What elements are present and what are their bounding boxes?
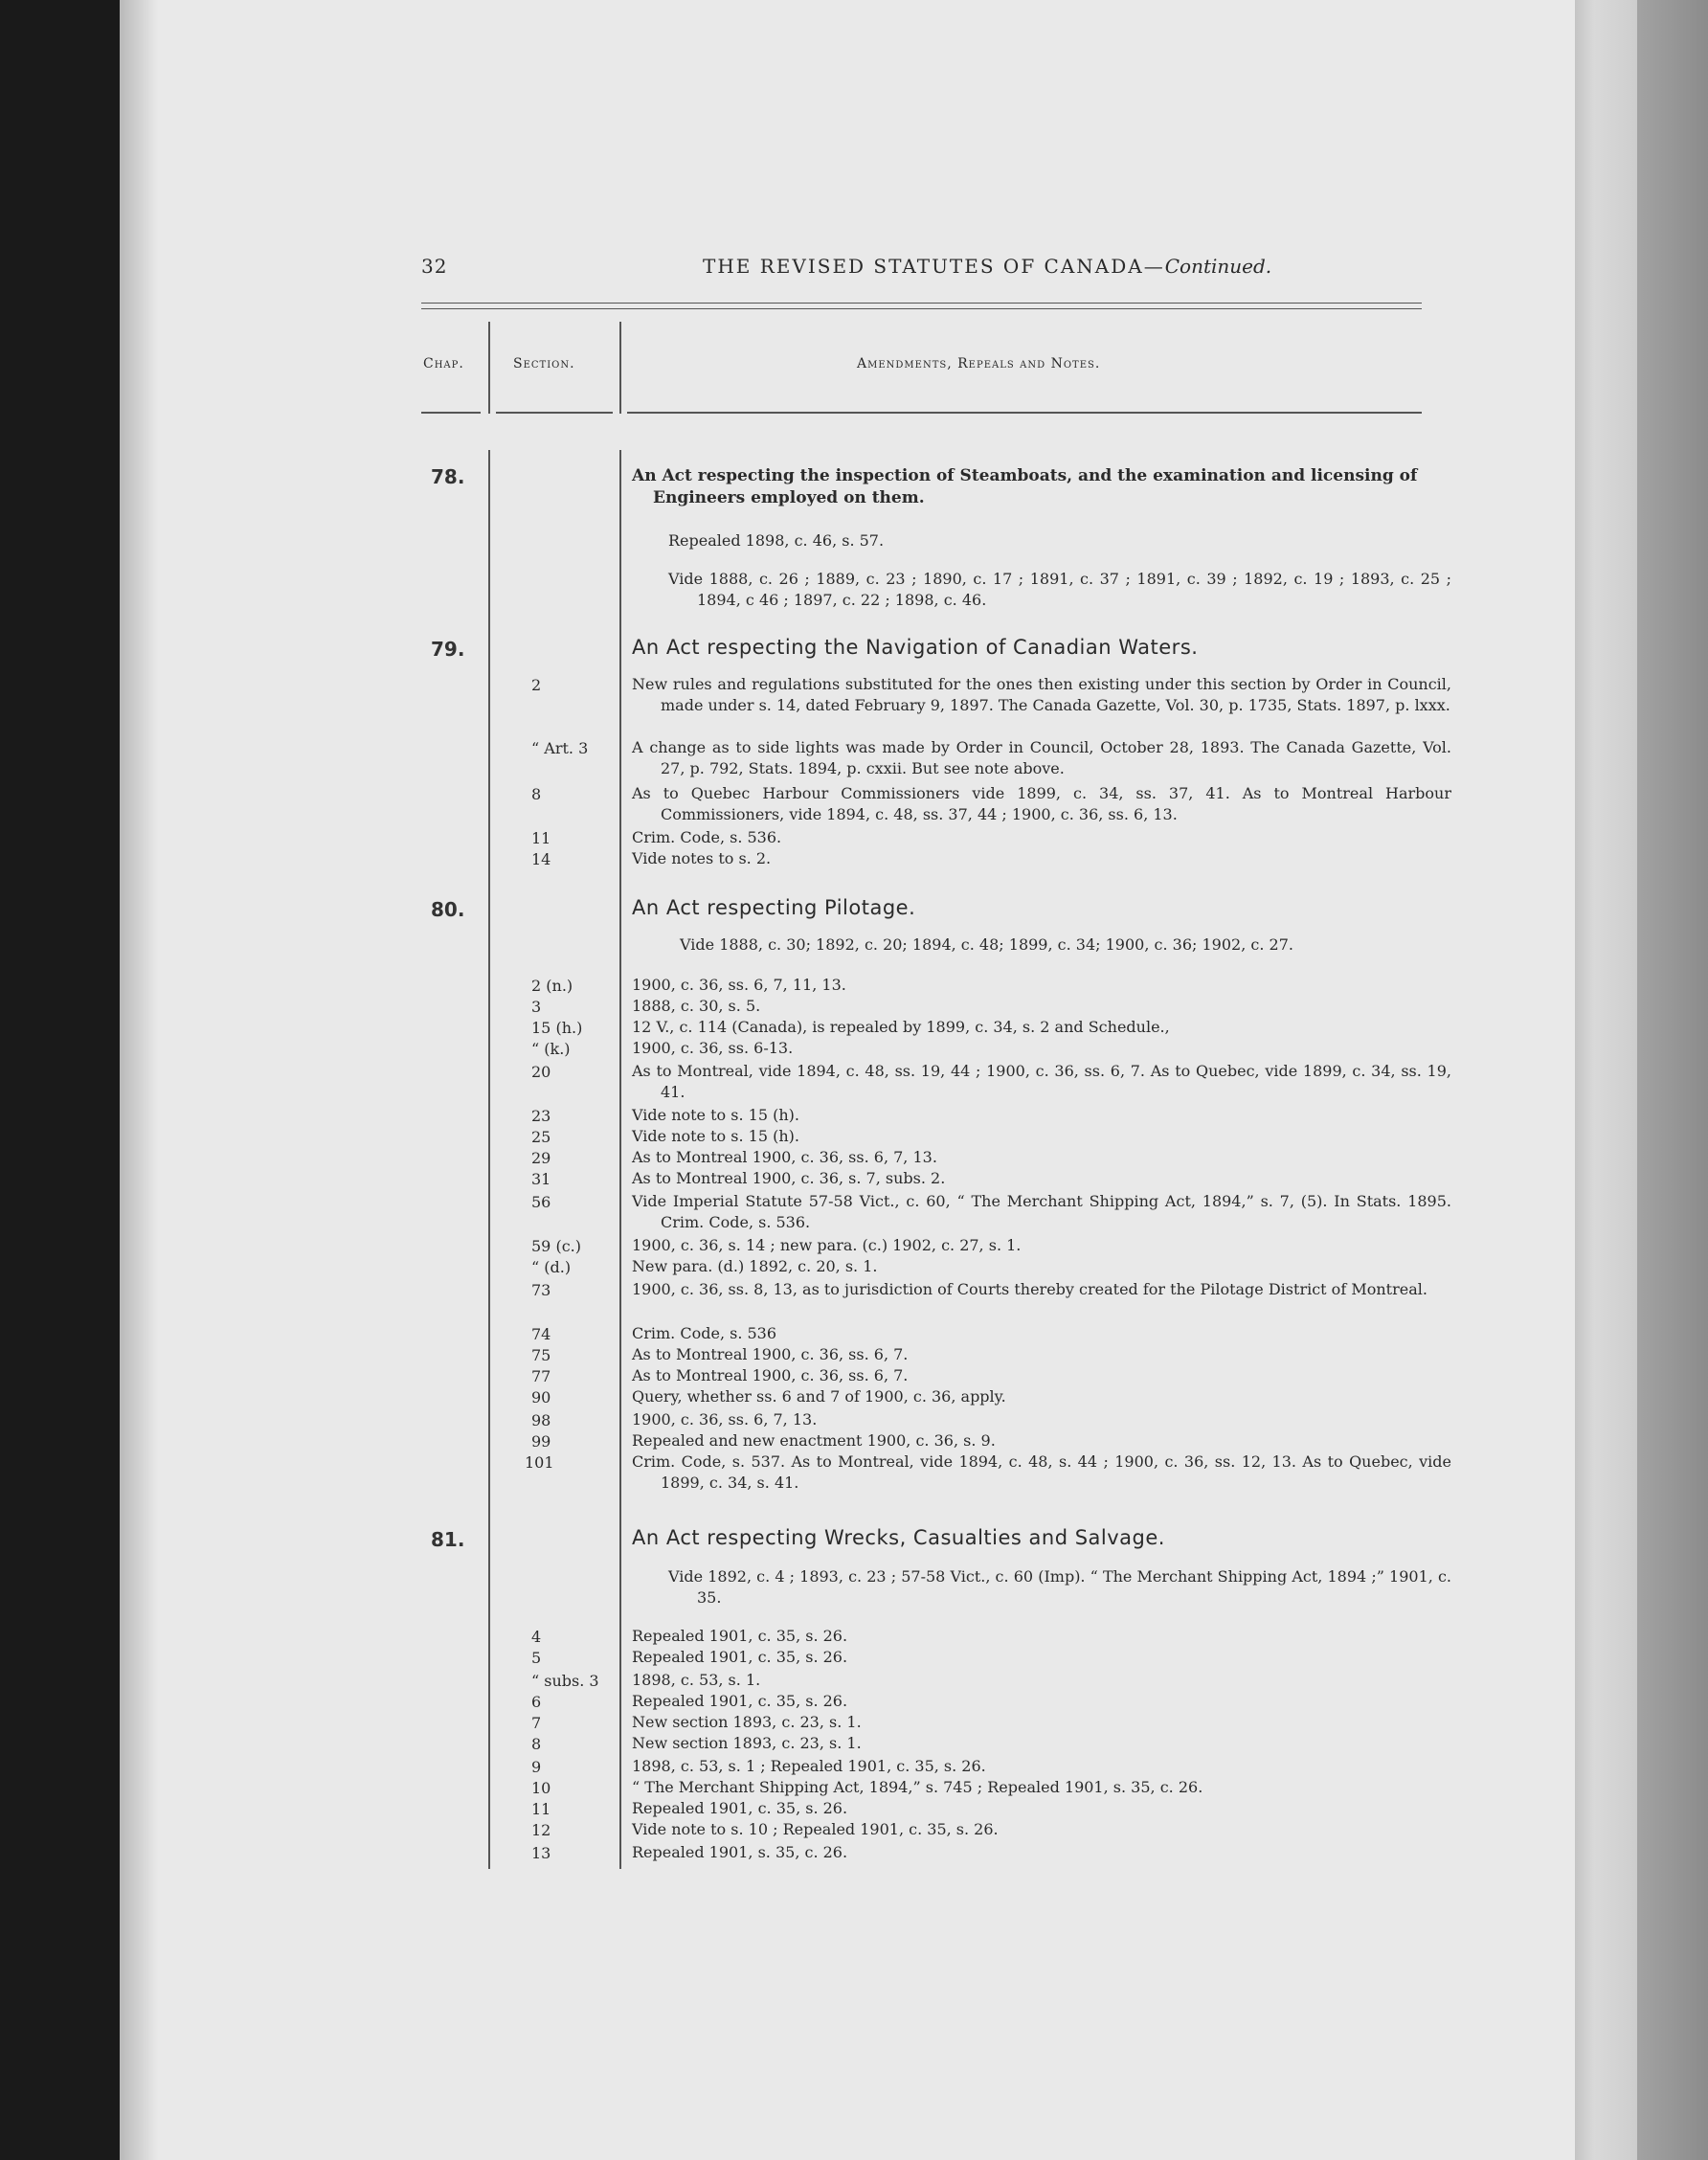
- page-edge-shadow: [1637, 0, 1708, 2160]
- page-title: THE REVISED STATUTES OF CANADA—Continued.: [703, 255, 1272, 278]
- column-rule: [496, 412, 613, 414]
- section-number: 12: [531, 1821, 551, 1839]
- section-number: 59 (c.): [531, 1237, 581, 1255]
- note: Repealed and new enactment 1900, c. 36, s. 9.: [632, 1431, 996, 1450]
- note: New para. (d.) 1892, c. 20, s. 1.: [632, 1257, 878, 1275]
- section-number: 99: [531, 1432, 551, 1451]
- section-number: 98: [531, 1411, 551, 1429]
- note: Crim. Code, s. 537. As to Montreal, vide 1894, c. 48, s. 44 ; 1900, c. 36, ss. 12, 13. As to Quebec, vide 1899, c. 34, s. 41.: [632, 1452, 1451, 1492]
- document-page: [421, 0, 1451, 2160]
- note: 1888, c. 30, s. 5.: [632, 997, 761, 1015]
- note: New section 1893, c. 23, s. 1.: [632, 1734, 862, 1752]
- act-title: An Act respecting the inspection of Steamboats, and the examination and licensing of Engineers employed on them.: [632, 466, 1418, 507]
- column-header-chap: Chap.: [423, 356, 464, 371]
- section-number: 6: [531, 1693, 542, 1711]
- section-number: 11: [531, 1800, 551, 1818]
- note: Vide 1892, c. 4 ; 1893, c. 23 ; 57-58 Vict., c. 60 (Imp). “ The Merchant Shipping Act, 1894 ;” 1901, c. 35.: [668, 1567, 1451, 1607]
- note: Crim. Code, s. 536: [632, 1324, 777, 1342]
- column-header-notes: Amendments, Repeals and Notes.: [857, 356, 1101, 371]
- note: 1900, c. 36, ss. 8, 13, as to jurisdiction of Courts thereby created for the Pilotage District of Montreal.: [632, 1280, 1427, 1298]
- header-rule: [421, 303, 1422, 304]
- note: As to Montreal 1900, c. 36, ss. 6, 7.: [632, 1366, 909, 1384]
- note: 1898, c. 53, s. 1.: [632, 1671, 761, 1689]
- act-title: An Act respecting the Navigation of Canadian Waters.: [632, 636, 1199, 659]
- act-title: An Act respecting Wrecks, Casualties and Salvage.: [632, 1526, 1165, 1549]
- section-number: 13: [531, 1844, 551, 1862]
- section-number: 29: [531, 1149, 551, 1167]
- section-number: 2 (n.): [531, 977, 573, 995]
- act-title: An Act respecting Pilotage.: [632, 896, 916, 919]
- section-number: 75: [531, 1346, 551, 1364]
- note: 1900, c. 36, ss. 6, 7, 11, 13.: [632, 976, 846, 994]
- chapter-number: 80.: [431, 898, 465, 921]
- section-number: 101: [525, 1453, 554, 1472]
- note: Repealed 1901, c. 35, s. 26.: [632, 1627, 848, 1645]
- column-rule: [421, 412, 481, 414]
- note: Vide 1888, c. 30; 1892, c. 20; 1894, c. 48; 1899, c. 34; 1900, c. 36; 1902, c. 27.: [680, 935, 1293, 954]
- section-number: “ Art. 3: [531, 739, 589, 757]
- note: 1900, c. 36, ss. 6-13.: [632, 1039, 794, 1057]
- running-header: [421, 255, 1427, 285]
- section-number: 4: [531, 1628, 542, 1646]
- section-number: 56: [531, 1193, 551, 1211]
- section-number: 2: [531, 676, 542, 694]
- note: Vide note to s. 15 (h).: [632, 1106, 799, 1124]
- section-number: 25: [531, 1128, 551, 1146]
- section-number: “ subs. 3: [531, 1672, 599, 1690]
- section-number: 5: [531, 1649, 542, 1667]
- section-number: 23: [531, 1107, 551, 1125]
- section-number: 20: [531, 1063, 551, 1081]
- note: Vide note to s. 10 ; Repealed 1901, c. 35, s. 26.: [632, 1820, 999, 1838]
- section-number: 14: [531, 850, 551, 868]
- note: Vide Imperial Statute 57-58 Vict., c. 60, “ The Merchant Shipping Act, 1894,” s. 7, (5). In Stats. 1895. Crim. Code, s. 536.: [632, 1192, 1451, 1231]
- chapter-number: 79.: [431, 638, 465, 661]
- column-rule: [627, 412, 1422, 414]
- section-number: 74: [531, 1325, 551, 1343]
- note: Query, whether ss. 6 and 7 of 1900, c. 36, apply.: [632, 1387, 1006, 1406]
- chapter-number: 81.: [431, 1528, 465, 1551]
- section-number: 73: [531, 1281, 551, 1299]
- section-number: 11: [531, 829, 551, 847]
- section-number: 7: [531, 1714, 542, 1732]
- note: 1900, c. 36, s. 14 ; new para. (c.) 1902, c. 27, s. 1.: [632, 1236, 1022, 1254]
- section-number: 15 (h.): [531, 1019, 583, 1037]
- note: Vide notes to s. 2.: [632, 849, 772, 867]
- column-divider: [488, 322, 490, 414]
- note: As to Montreal 1900, c. 36, ss. 6, 7, 13.: [632, 1148, 937, 1166]
- section-number: 31: [531, 1170, 551, 1188]
- note: 1898, c. 53, s. 1 ; Repealed 1901, c. 35, s. 26.: [632, 1757, 986, 1775]
- note: 1900, c. 36, ss. 6, 7, 13.: [632, 1410, 818, 1429]
- section-number: 3: [531, 998, 542, 1016]
- note: As to Montreal, vide 1894, c. 48, ss. 19, 44 ; 1900, c. 36, ss. 6, 7. As to Quebec, vide 1899, c. 34, ss. 19, 41.: [632, 1062, 1451, 1101]
- column-header-section: Section.: [513, 356, 575, 371]
- note: New section 1893, c. 23, s. 1.: [632, 1713, 862, 1731]
- note: As to Montreal 1900, c. 36, ss. 6, 7.: [632, 1345, 909, 1363]
- section-number: “ (k.): [531, 1040, 571, 1058]
- section-number: 90: [531, 1388, 551, 1406]
- note: Repealed 1898, c. 46, s. 57.: [668, 531, 885, 550]
- note: New rules and regulations substituted for the ones then existing under this section by Order in Council, made under s. 14, dated February 9, 1897. The Canada Gazette, Vol. 30, p. 1735, Stats. 1897, p. lxxx.: [632, 675, 1451, 714]
- note: Crim. Code, s. 536.: [632, 828, 782, 846]
- section-number: “ (d.): [531, 1258, 572, 1276]
- note: Repealed 1901, c. 35, s. 26.: [632, 1799, 848, 1817]
- section-number: 8: [531, 785, 542, 803]
- note: Vide note to s. 15 (h).: [632, 1127, 799, 1145]
- binding-shadow: [120, 0, 158, 2160]
- note: As to Montreal 1900, c. 36, s. 7, subs. 2.: [632, 1169, 946, 1187]
- section-number: 9: [531, 1758, 542, 1776]
- section-number: 8: [531, 1735, 542, 1753]
- section-number: 10: [531, 1779, 551, 1797]
- page-number: 32: [421, 255, 448, 278]
- section-number: 77: [531, 1367, 551, 1385]
- chapter-number: 78.: [431, 465, 465, 488]
- note: Repealed 1901, s. 35, c. 26.: [632, 1843, 848, 1861]
- note: 12 V., c. 114 (Canada), is repealed by 1899, c. 34, s. 2 and Schedule.,: [632, 1018, 1170, 1036]
- note: “ The Merchant Shipping Act, 1894,” s. 745 ; Repealed 1901, s. 35, c. 26.: [632, 1778, 1203, 1796]
- note: Repealed 1901, c. 35, s. 26.: [632, 1648, 848, 1666]
- note: Repealed 1901, c. 35, s. 26.: [632, 1692, 848, 1710]
- note: A change as to side lights was made by Order in Council, October 28, 1893. The Canada Gazette, Vol. 27, p. 792, Stats. 1894, p. cxxii. But see note above.: [632, 738, 1451, 777]
- header-rule: [421, 308, 1422, 309]
- note: Vide 1888, c. 26 ; 1889, c. 23 ; 1890, c. 17 ; 1891, c. 37 ; 1891, c. 39 ; 1892, c. 19 ; 1893, c. 25 ; 1894, c 46 ; 1897, c. 22 ; 1898, c. 46.: [668, 570, 1451, 609]
- column-divider: [619, 322, 621, 414]
- column-divider: [488, 450, 490, 1869]
- note: As to Quebec Harbour Commissioners vide 1899, c. 34, ss. 37, 41. As to Montreal Harbour Commissioners, vide 1894, c. 48, ss. 37, 44 ; 1900, c. 36, ss. 6, 13.: [632, 784, 1451, 823]
